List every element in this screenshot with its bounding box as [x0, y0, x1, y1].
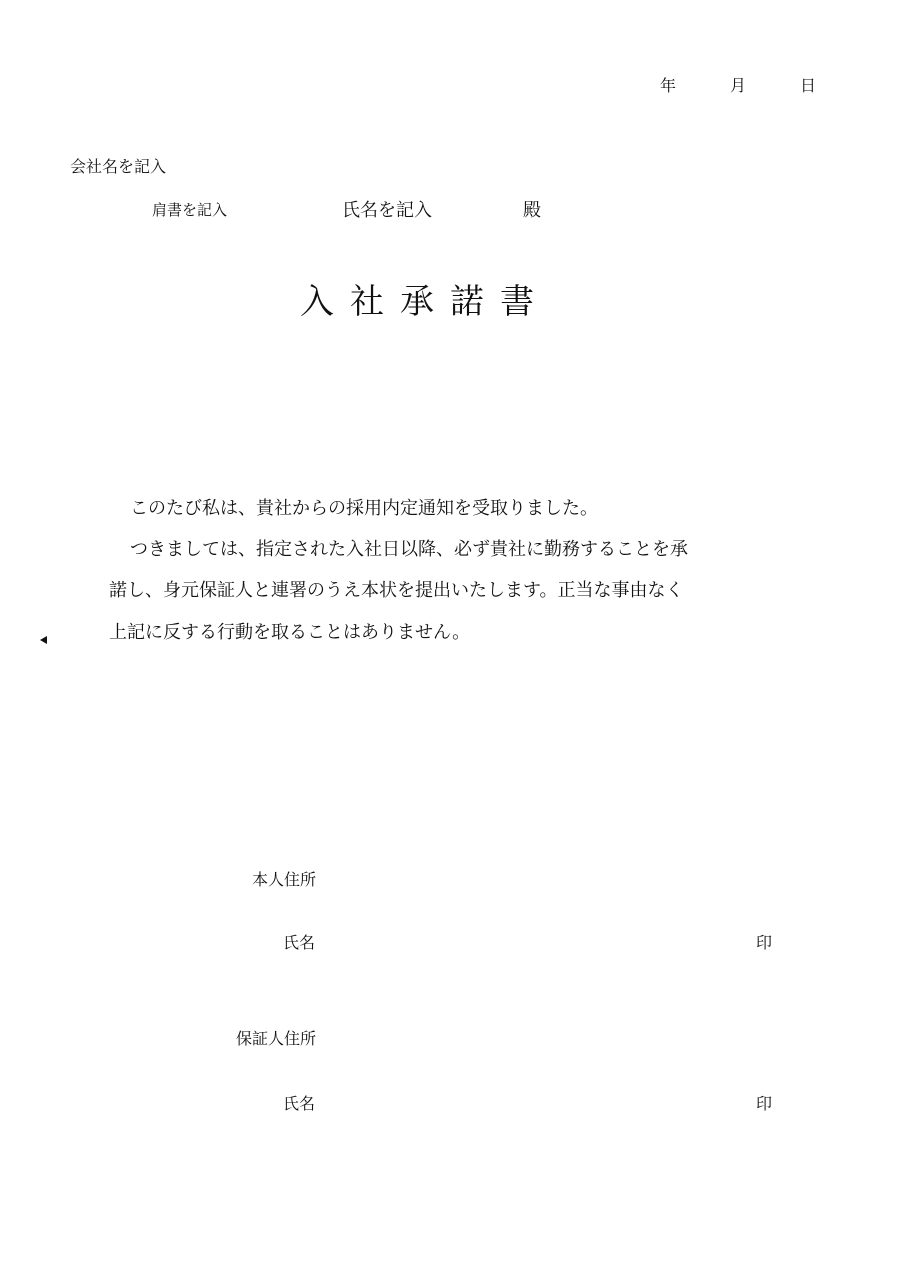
- body-paragraph-2-line-1: つきましては、指定された入社日以降、必ず貴社に勤務することを承: [130, 539, 688, 560]
- self-name-label: 氏名: [283, 933, 316, 952]
- date-month-label: 月: [730, 76, 747, 95]
- self-address-label: 本人住所: [252, 870, 317, 889]
- company-name-placeholder: 会社名を記入: [70, 157, 167, 176]
- body-paragraph-2-line-2: 諾し、身元保証人と連署のうえ本状を提出いたします。正当な事由なく: [109, 580, 684, 601]
- guarantor-name-label: 氏名: [283, 1094, 316, 1113]
- margin-marker-icon: [40, 636, 47, 644]
- recipient-name-placeholder: 氏名を記入: [342, 200, 432, 221]
- body-paragraph-1: このたび私は、貴社からの採用内定通知を受取りました。: [130, 498, 598, 519]
- position-placeholder: 肩書を記入: [152, 201, 228, 219]
- guarantor-address-label: 保証人住所: [236, 1029, 317, 1048]
- honorific: 殿: [523, 200, 541, 221]
- date-day-label: 日: [800, 76, 817, 95]
- body-paragraph-2-line-3: 上記に反する行動を取ることはありません。: [109, 622, 471, 643]
- document-title: 入社承諾書: [300, 282, 550, 322]
- date-year-label: 年: [660, 76, 677, 95]
- self-seal-mark: 印: [756, 933, 773, 952]
- guarantor-seal-mark: 印: [756, 1094, 773, 1113]
